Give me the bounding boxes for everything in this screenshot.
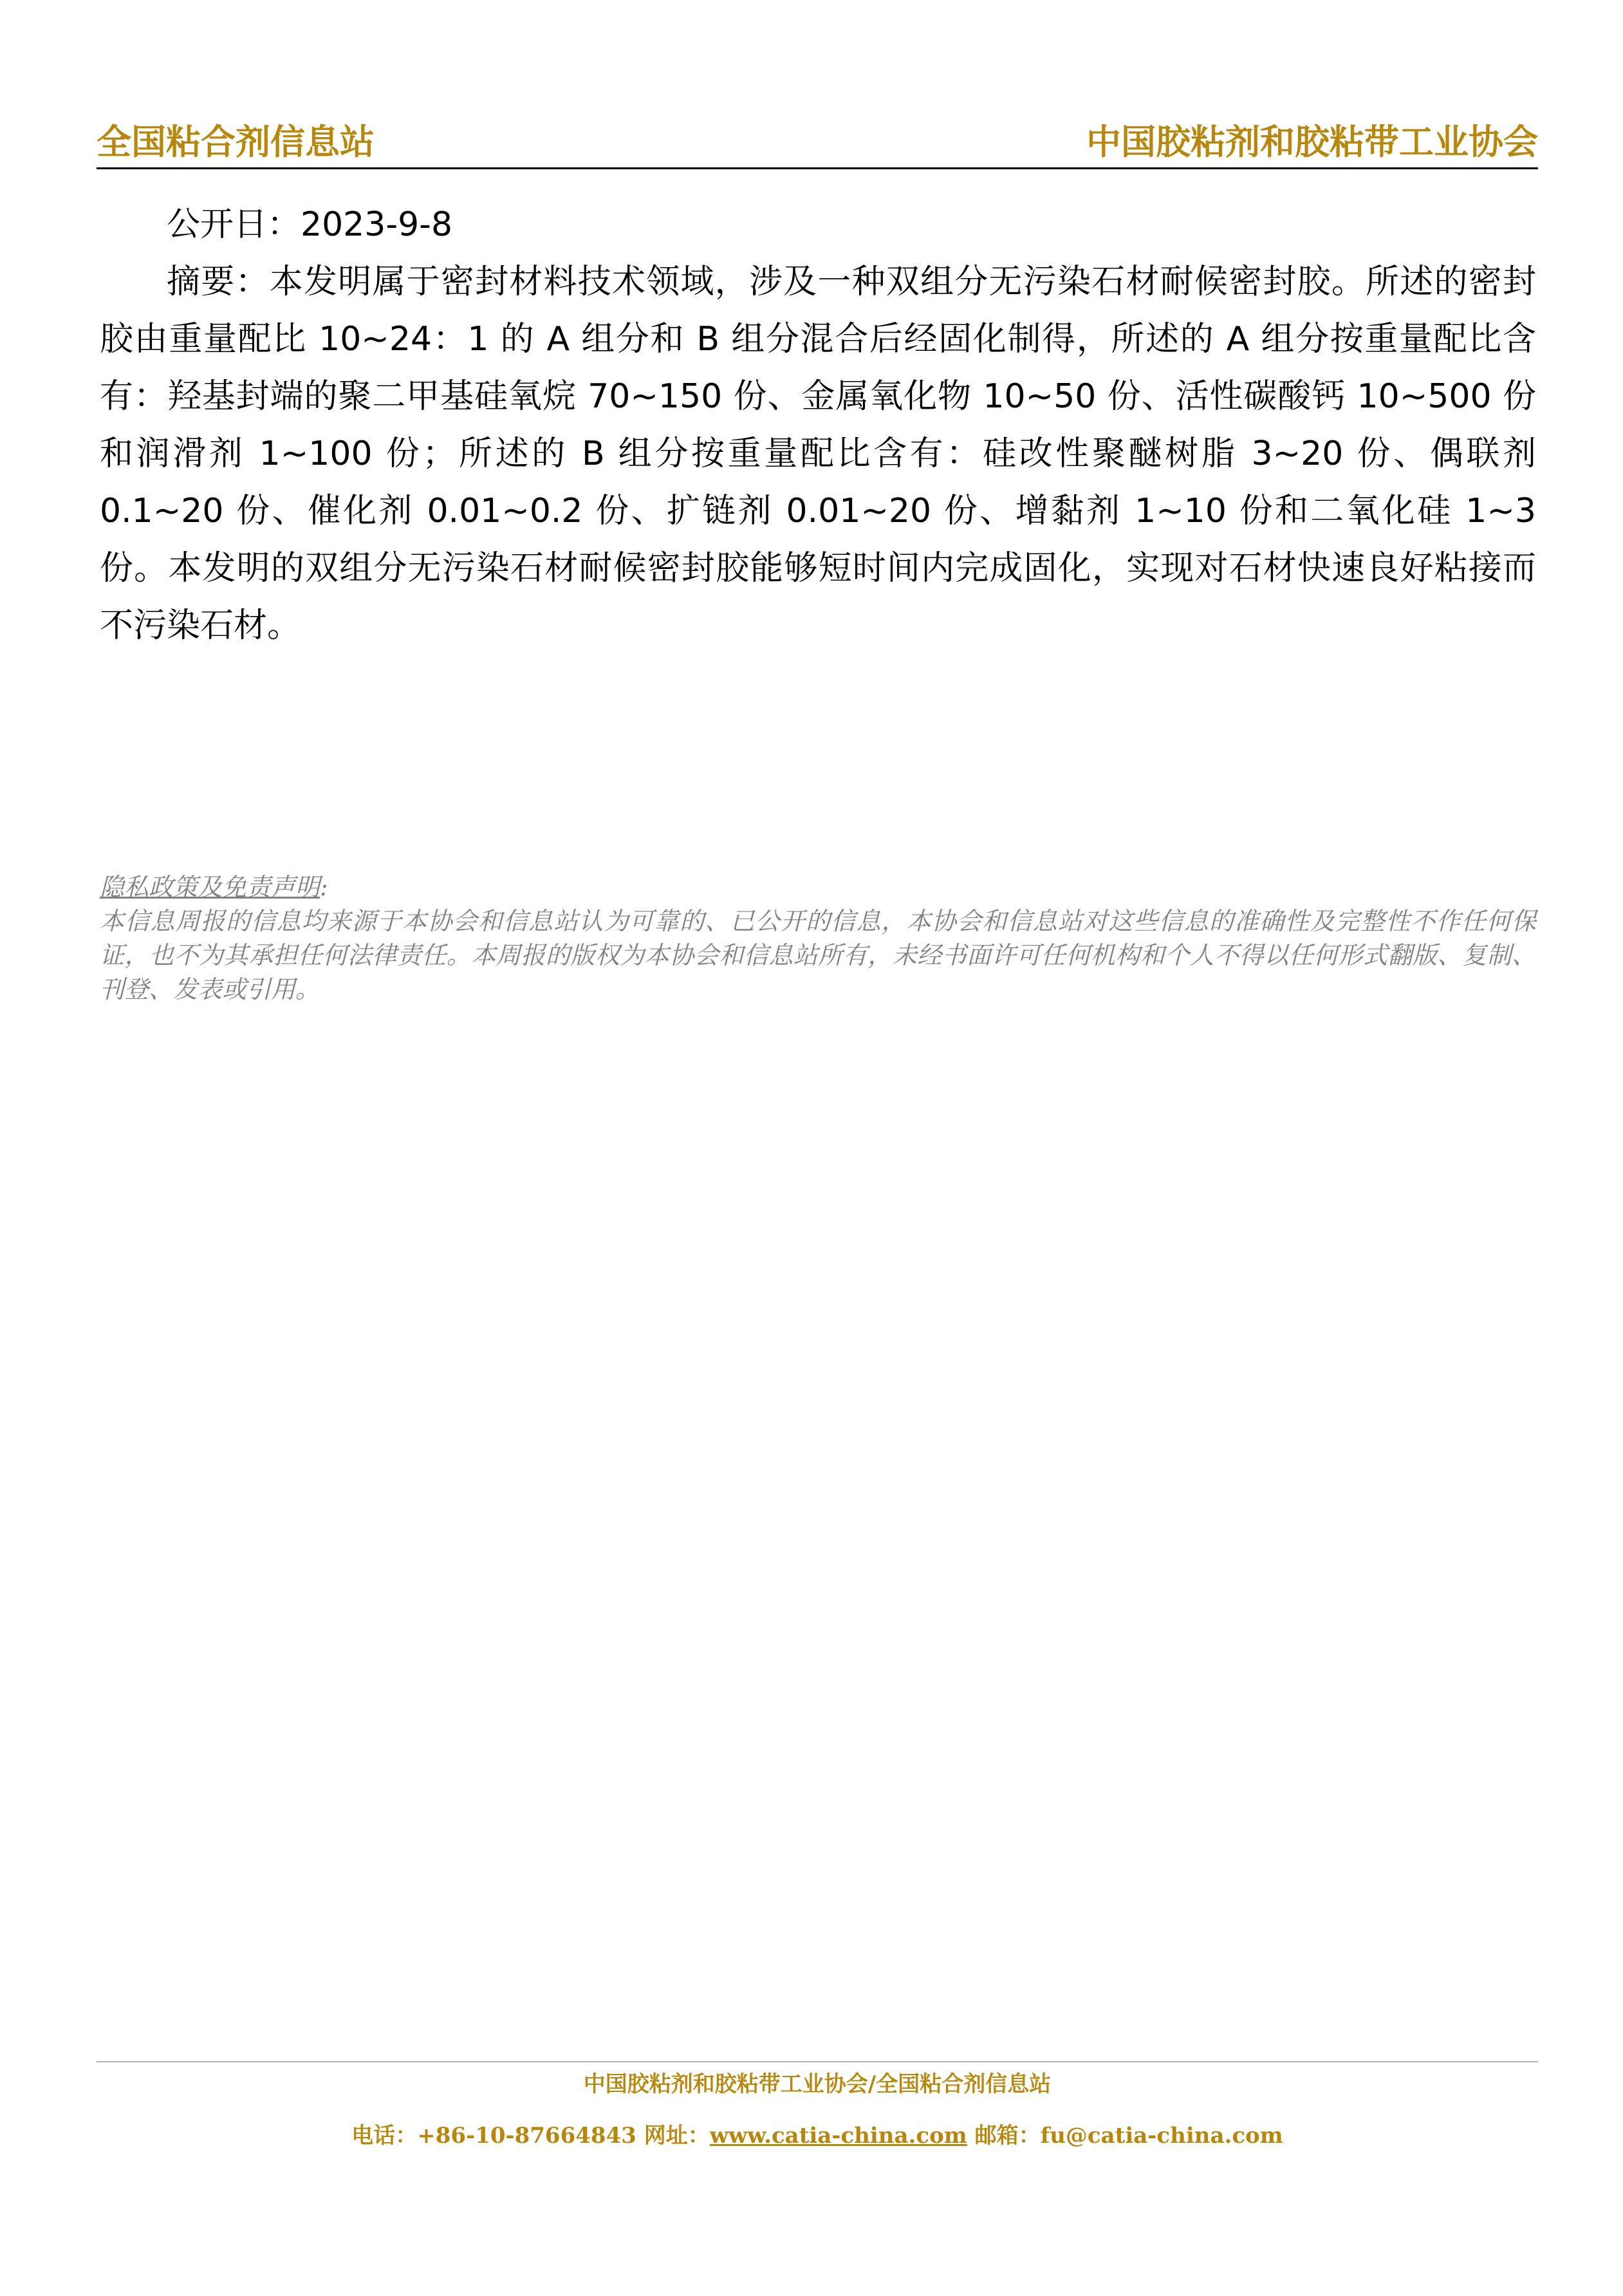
abstract-paragraph: 摘要：本发明属于密封材料技术领域，涉及一种双组分无污染石材耐候密封胶。所述的密封胶由重量配比 10~24：1 的 A 组分和 B 组分混合后经固化制得，所述的 A 组分按重量配比含有：羟基封端的聚二甲基硅氧烷 70~150 份、金属氧化物 10~50 份、活性碳酸钙 10~500 份和润滑剂 1~100 份；所述的 B 组分按重量配比含有：硅改性聚醚树脂 3~20 份、偶联剂 0.1~20 份、催化剂 0.01~0.2 份、扩链剂 0.01~20 份、增黏剂 1~10 份和二氧化硅 1~3 份。本发明的双组分无污染石材耐候密封胶能够短时间内完成固化，实现对石材快速良好粘接而不污染石材。 (100, 263, 1536, 645)
main-content (100, 196, 1536, 655)
footer-email-label: 邮箱： (974, 2123, 1041, 2149)
header-divider (97, 167, 1538, 169)
footer-phone-label: 电话： (351, 2123, 418, 2149)
header-site-title: 全国粘合剂信息站 (97, 121, 375, 162)
footer-email[interactable]: fu@catia-china.com (1040, 2123, 1283, 2149)
footer-phone: +86-10-87664843 (417, 2123, 636, 2149)
footer-divider (97, 2061, 1538, 2062)
footer-website-link[interactable]: www.catia-china.com (709, 2123, 967, 2149)
page-header (97, 116, 1538, 167)
disclaimer-title: 隐私政策及免责声明 (100, 873, 320, 901)
publish-date: 公开日：2023-9-8 (167, 205, 453, 244)
footer-contact (97, 2118, 1538, 2154)
disclaimer-heading (100, 870, 1536, 904)
disclaimer-section (100, 870, 1536, 1007)
disclaimer-title-suffix: : (320, 873, 328, 901)
header-association-title: 中国胶粘剂和胶粘带工业协会 (1086, 121, 1538, 162)
footer-organization: 中国胶粘剂和胶粘带工业协会/全国粘合剂信息站 (583, 2071, 1052, 2097)
disclaimer-text: 本信息周报的信息均来源于本协会和信息站认为可靠的、已公开的信息，本协会和信息站对这些信息的准确性及完整性不作任何保证，也不为其承担任何法律责任。本周报的版权为本协会和信息站所有，未经书面许可任何机构和个人不得以任何形式翻版、复制、刊登、发表或引用。 (100, 907, 1536, 1003)
footer-web-label: 网址： (644, 2123, 710, 2149)
